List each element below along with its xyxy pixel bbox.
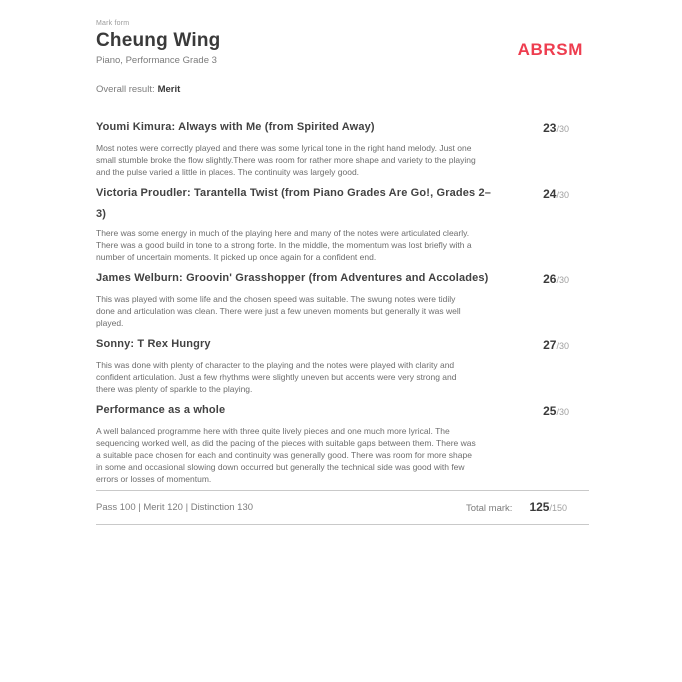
overall-result: [96, 84, 589, 95]
section-piece-4: [96, 334, 589, 395]
mark-value: 25: [543, 404, 557, 418]
piece-mark: [543, 334, 569, 357]
grade-thresholds: Pass 100 | Merit 120 | Distinction 130: [96, 501, 254, 513]
piece-mark: [543, 268, 569, 291]
sections-list: [96, 117, 589, 485]
exam-subject: Piano, Performance Grade 3: [96, 55, 217, 66]
mark-value: 24: [543, 187, 557, 201]
piece-mark: [543, 400, 569, 423]
mark-denominator: /30: [556, 341, 569, 351]
piece-title: James Welburn: Groovin' Grasshopper (from Adventures and Accolades): [96, 272, 489, 284]
total-mark: [466, 500, 567, 514]
piece-title: Sonny: T Rex Hungry: [96, 338, 211, 350]
mark-value: 27: [543, 338, 557, 352]
abrsm-logo: ABRSM: [517, 40, 583, 59]
total-mark-label: Total mark:: [465, 503, 513, 514]
examiner-comment: A well balanced programme here with three quite lively pieces and one much more lyrical. The sequencing worked well, as did the pacing of the pieces with suitable gaps between them. There was a suitable pace chosen for each and continuity was generally good. There was room for more shape in some and occasional slowing down occurred but generally the technical side was good with few errors or losses of momentum.: [96, 426, 476, 484]
form-type-label: Mark form: [96, 20, 130, 27]
examiner-comment: This was done with plenty of character to the playing and the notes were played with clarity and confident articulation. Just a few rhythms were slightly uneven but accents were very strong and there was plenty of sparkle to the playing.: [96, 360, 457, 394]
piece-mark: [543, 183, 569, 206]
section-head: [96, 400, 589, 423]
section-performance-whole: [96, 400, 589, 485]
mark-denominator: /30: [556, 124, 569, 134]
total-mark-denominator: /150: [549, 503, 567, 513]
piece-mark: [543, 117, 569, 140]
section-piece-3: [96, 268, 589, 329]
section-head: [96, 268, 589, 291]
mark-denominator: /30: [556, 407, 569, 417]
footer-summary: [96, 490, 589, 525]
piece-title: Performance as a whole: [96, 404, 226, 416]
piece-title: Youmi Kimura: Always with Me (from Spirited Away): [96, 121, 375, 133]
examiner-comment: This was played with some life and the chosen speed was suitable. The swung notes were tidily done and articulation was clean. There were just a few uneven moments but generally it was well played.: [96, 294, 461, 328]
section-head: [96, 183, 589, 225]
mark-value: 26: [543, 272, 557, 286]
mark-form-content: [96, 0, 589, 525]
overall-result-value: Merit: [157, 84, 181, 95]
section-piece-1: [96, 117, 589, 178]
section-piece-2: [96, 183, 589, 263]
section-head: [96, 117, 589, 140]
overall-result-label: Overall result:: [96, 84, 155, 95]
examiner-comment: There was some energy in much of the playing here and many of the notes were articulated clearly. There was a good build in tone to a strong forte. In the middle, the momentum was lost briefly with a number of uncertain moments. It picked up once again for a confident end.: [96, 228, 472, 262]
total-mark-value: 125: [529, 500, 550, 514]
examiner-comment: Most notes were correctly played and there was some lyrical tone in the right hand melody. Just one small stumble broke the flow slightly.There was room for rather more shape and variety to the playing and the pulse varied a little in places. The continuity was largely good.: [96, 143, 476, 177]
candidate-name: Cheung Wing: [96, 30, 221, 51]
piece-title: Victoria Proudler: Tarantella Twist (from Piano Grades Are Go!, Grades 2–3): [96, 187, 492, 220]
mark-denominator: /30: [556, 190, 569, 200]
section-head: [96, 334, 589, 357]
mark-denominator: /30: [556, 275, 569, 285]
mark-value: 23: [543, 121, 557, 135]
